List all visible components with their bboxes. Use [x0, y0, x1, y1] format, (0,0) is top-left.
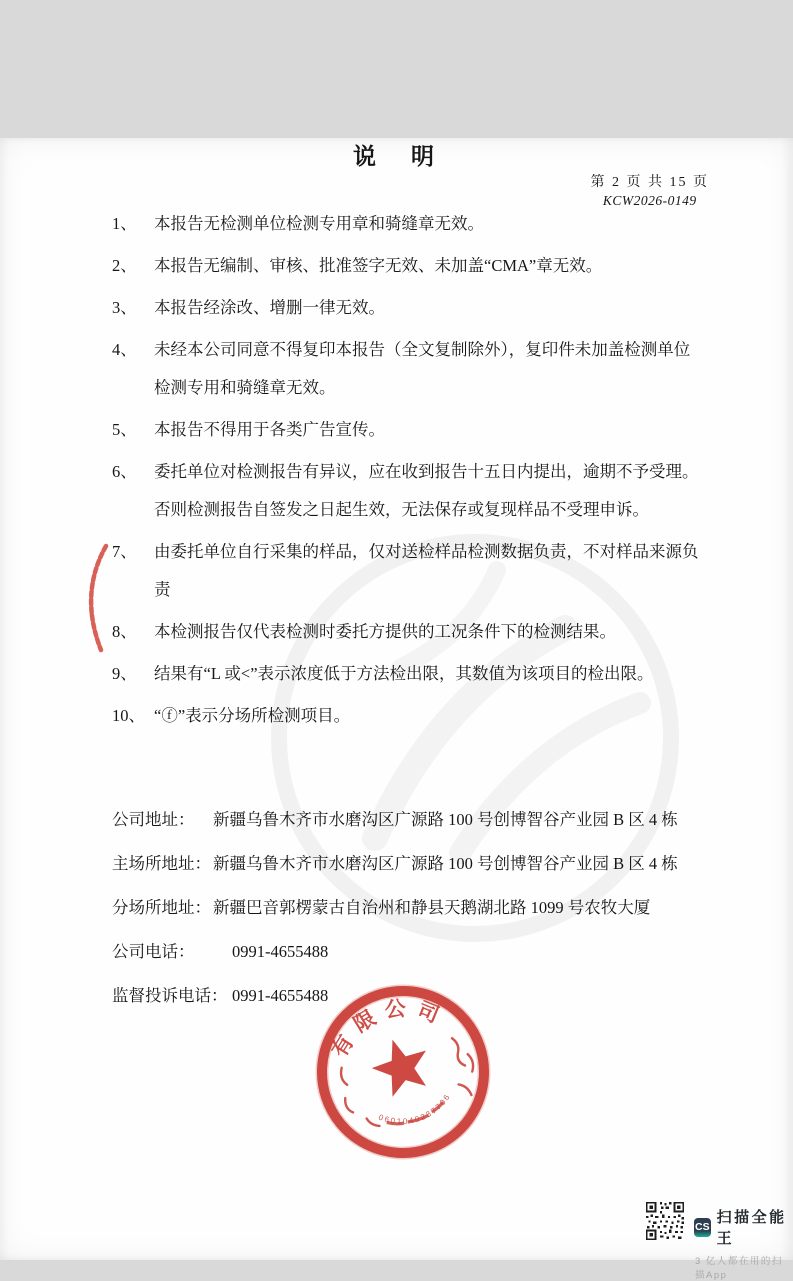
note-text: 本报告无编制、审核、批准签字无效、未加盖“CMA”章无效。: [154, 256, 603, 275]
company-seal: [310, 979, 496, 1165]
company-phone-row: [112, 939, 735, 965]
camscanner-logo-icon: CS: [694, 1218, 711, 1237]
scanner-footer-text: [694, 1202, 793, 1281]
main-site-address-value: 新疆乌鲁木齐市水磨沟区广源路 100 号创博智谷产业园 B 区 4 栋: [213, 854, 678, 873]
note-item: [112, 331, 706, 407]
company-address-row: [112, 807, 735, 833]
note-text: 本检测报告仅代表检测时委托方提供的工况条件下的检测结果。: [154, 622, 616, 641]
complaint-phone-value: 0991-4655488: [232, 986, 329, 1005]
note-text: 委托单位对检测报告有异议，应在收到报告十五日内提出，逾期不予受理。否则检测报告自签发之日起生效，无法保存或复现样品不受理申诉。: [154, 462, 699, 519]
note-item: [112, 697, 706, 735]
main-site-address-label: 主场所地址：: [112, 854, 211, 873]
seal-arc-text: 有限公司: [326, 995, 451, 1062]
scanner-app-tagline: 3 亿人都在用的扫描App: [695, 1256, 783, 1281]
note-item: [112, 289, 706, 327]
seam-stamp-mark: [74, 542, 120, 654]
svg-text:0601040237706: [375, 1090, 457, 1136]
seal-star: [365, 1031, 436, 1100]
note-text: 本报告无检测单位检测专用章和骑缝章无效。: [154, 214, 484, 233]
company-phone-label: 公司电话：: [112, 942, 195, 961]
note-number: 10、: [112, 706, 145, 725]
note-item: [112, 613, 706, 651]
note-number: 8、: [112, 622, 137, 641]
branch-site-address-value: 新疆巴音郭楞蒙古自治州和静县天鹅湖北路 1099 号农牧大厦: [213, 898, 651, 917]
note-number: 2、: [112, 256, 137, 275]
note-text: 本报告经涂改、增删一律无效。: [154, 298, 385, 317]
qr-code: [646, 1202, 684, 1240]
page-header: [591, 174, 710, 210]
note-number: 1、: [112, 214, 137, 233]
main-site-address-row: [112, 851, 735, 877]
page-title: 说 明: [353, 144, 440, 169]
note-item: [112, 411, 706, 449]
notes-list: [0, 205, 793, 735]
scanned-report-page: [0, 138, 793, 1281]
note-item: [112, 533, 706, 609]
scanner-footer: [646, 1202, 793, 1281]
note-number: 5、: [112, 420, 137, 439]
company-address-label: 公司地址：: [112, 810, 195, 829]
note-item: [112, 247, 706, 285]
note-number: 6、: [112, 462, 137, 481]
scanner-app-name: 扫描全能王: [716, 1209, 787, 1247]
note-item: [112, 453, 706, 529]
complaint-phone-label: 监督投诉电话：: [112, 986, 228, 1005]
note-number: 4、: [112, 340, 137, 359]
note-number: 3、: [112, 298, 137, 317]
company-address-value: 新疆乌鲁木齐市水磨沟区广源路 100 号创博智谷产业园 B 区 4 栋: [213, 810, 678, 829]
note-number: 7、: [112, 542, 137, 561]
doc-number: KCW2026-0149: [602, 193, 697, 208]
branch-site-address-label: 分场所地址：: [112, 898, 211, 917]
seal-serial: 0601040237706: [377, 1091, 453, 1127]
branch-site-address-row: [112, 895, 735, 921]
note-text: 由委托单位自行采集的样品，仅对送检样品检测数据负责，不对样品来源负责: [154, 542, 699, 599]
note-number: 9、: [112, 664, 137, 683]
page-number: 第 2 页 共 15 页: [590, 175, 709, 190]
note-text: 结果有“L 或<”表示浓度低于方法检出限，其数值为该项目的检出限。: [154, 664, 654, 683]
note-item: [112, 205, 706, 243]
note-text: “ⓕ”表示分场所检测项目。: [154, 706, 351, 725]
note-text: 未经本公司同意不得复印本报告（全文复制除外），复印件未加盖检测单位检测专用和骑缝章无效。: [154, 340, 691, 397]
note-text: 本报告不得用于各类广告宣传。: [154, 420, 385, 439]
note-item: [112, 655, 706, 693]
company-phone-value: 0991-4655488: [232, 942, 329, 961]
